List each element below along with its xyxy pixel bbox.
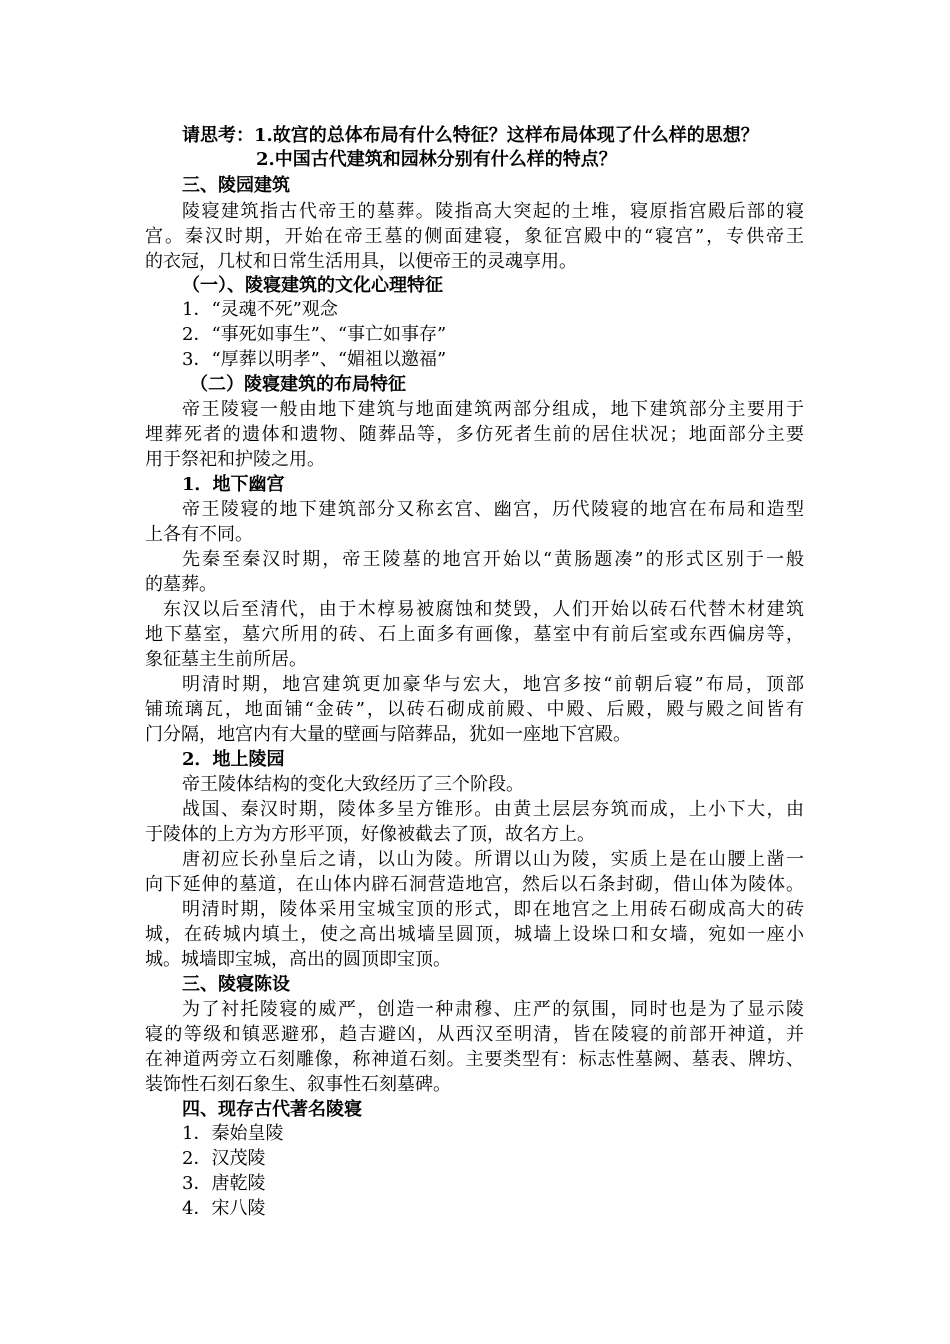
list-item: 1．“灵魂不死”观念 bbox=[182, 299, 338, 320]
list-item: 4．宋八陵 bbox=[182, 1198, 266, 1219]
paragraph-line: 门分隔，地宫内有大量的壁画与陪葬品，犹如一座地下宫殿。 bbox=[145, 724, 631, 745]
think-question-2: 2.中国古代建筑和园林分别有什么样的特点？ bbox=[256, 149, 617, 170]
list-item: 3．“厚葬以明孝”、“媚祖以邀福” bbox=[182, 349, 447, 370]
paragraph-line: 上各有不同。 bbox=[145, 524, 253, 545]
paragraph-line: 明清时期，地宫建筑更加豪华与宏大，地宫多按“前朝后寝”布局，顶部 bbox=[182, 674, 804, 695]
paragraph-line: 唐初应长孙皇后之请，以山为陵。所谓以山为陵，实质上是在山腰上凿一 bbox=[182, 849, 804, 870]
paragraph-line: 的墓葬。 bbox=[145, 574, 217, 595]
section-heading: 三、陵园建筑 bbox=[182, 175, 290, 196]
list-item: 2．“事死如事生”、“事亡如事存” bbox=[182, 324, 447, 345]
paragraph-line: 帝王陵寝一般由地下建筑与地面建筑两部分组成，地下建筑部分主要用于 bbox=[182, 399, 804, 420]
paragraph-line: 战国、秦汉时期，陵体多呈方锥形。由黄土层层夯筑而成，上小下大，由 bbox=[182, 799, 804, 820]
paragraph-line: 城。城墙即宝城，高出的圆顶即宝顶。 bbox=[145, 949, 451, 970]
section-heading: 四、现存古代著名陵寝 bbox=[182, 1099, 362, 1120]
paragraph-line: 帝王陵体结构的变化大致经历了三个阶段。 bbox=[182, 774, 524, 795]
paragraph-line: 在神道两旁立石刻雕像，称神道石刻。主要类型有：标志性墓阙、墓表、牌坊、 bbox=[145, 1049, 804, 1070]
paragraph-line: 向下延伸的墓道，在山体内辟石洞营造地宫，然后以石条封砌，借山体为陵体。 bbox=[145, 874, 804, 895]
paragraph-line: 宫。秦汉时期，开始在帝王墓的侧面建寝，象征宫殿中的“寝宫”，专供帝王 bbox=[145, 226, 804, 247]
think-question-1: 请思考：1.故宫的总体布局有什么特征？这样布局体现了什么样的思想？ bbox=[182, 125, 759, 146]
paragraph-line: 帝王陵寝的地下建筑部分又称玄宫、幽宫，历代陵寝的地宫在布局和造型 bbox=[182, 499, 804, 520]
paragraph-line: 用于祭祀和护陵之用。 bbox=[145, 449, 325, 470]
list-item: 3．唐乾陵 bbox=[182, 1173, 266, 1194]
paragraph-line: 装饰性石刻石象生、叙事性石刻墓碑。 bbox=[145, 1074, 451, 1095]
paragraph-line: 明清时期，陵体采用宝城宝顶的形式，即在地宫之上用砖石砌成高大的砖 bbox=[182, 899, 804, 920]
paragraph-line: 铺琉璃瓦，地面铺“金砖”，以砖石砌成前殿、中殿、后殿，殿与殿之间皆有 bbox=[145, 699, 804, 720]
section-heading: 三、陵寝陈设 bbox=[182, 974, 290, 995]
paragraph-line: 陵寝建筑指古代帝王的墓葬。陵指高大突起的土堆，寝原指宫殿后部的寝 bbox=[182, 201, 804, 222]
list-item: 2．汉茂陵 bbox=[182, 1148, 266, 1169]
subsection-heading: （一）、陵寝建筑的文化心理特征 bbox=[182, 275, 443, 296]
paragraph-line: 于陵体的上方为方形平顶，好像被截去了顶，故名方上。 bbox=[145, 824, 595, 845]
list-item: 1．秦始皇陵 bbox=[182, 1123, 284, 1144]
paragraph-line: 城，在砖城内填土，使之高出城墙呈圆顶，城墙上设垛口和女墙，宛如一座小 bbox=[145, 924, 804, 945]
subsection-heading: （二）陵寝建筑的布局特征 bbox=[190, 374, 406, 395]
subsection-heading: 1．地下幽宫 bbox=[182, 474, 285, 495]
paragraph-line: 的衣冠，几杖和日常生活用具，以便帝王的灵魂享用。 bbox=[145, 251, 577, 272]
paragraph-line: 埋葬死者的遗体和遗物、随葬品等，多仿死者生前的居住状况；地面部分主要 bbox=[145, 424, 804, 445]
paragraph-line: 地下墓室，墓穴所用的砖、石上面多有画像，墓室中有前后室或东西偏房等， bbox=[145, 624, 804, 645]
paragraph-line: 为了衬托陵寝的威严，创造一种肃穆、庄严的氛围，同时也是为了显示陵 bbox=[182, 999, 804, 1020]
paragraph-line: 先秦至秦汉时期，帝王陵墓的地宫开始以“黄肠题凑”的形式区别于一般 bbox=[182, 549, 804, 570]
paragraph-line: 象征墓主生前所居。 bbox=[145, 649, 307, 670]
paragraph-line: 寝的等级和镇恶避邪，趋吉避凶，从西汉至明清，皆在陵寝的前部开神道，并 bbox=[145, 1024, 804, 1045]
subsection-heading: 2．地上陵园 bbox=[182, 749, 285, 770]
paragraph-line: 东汉以后至清代，由于木椁易被腐蚀和焚毁，人们开始以砖石代替木材建筑 bbox=[163, 599, 804, 620]
